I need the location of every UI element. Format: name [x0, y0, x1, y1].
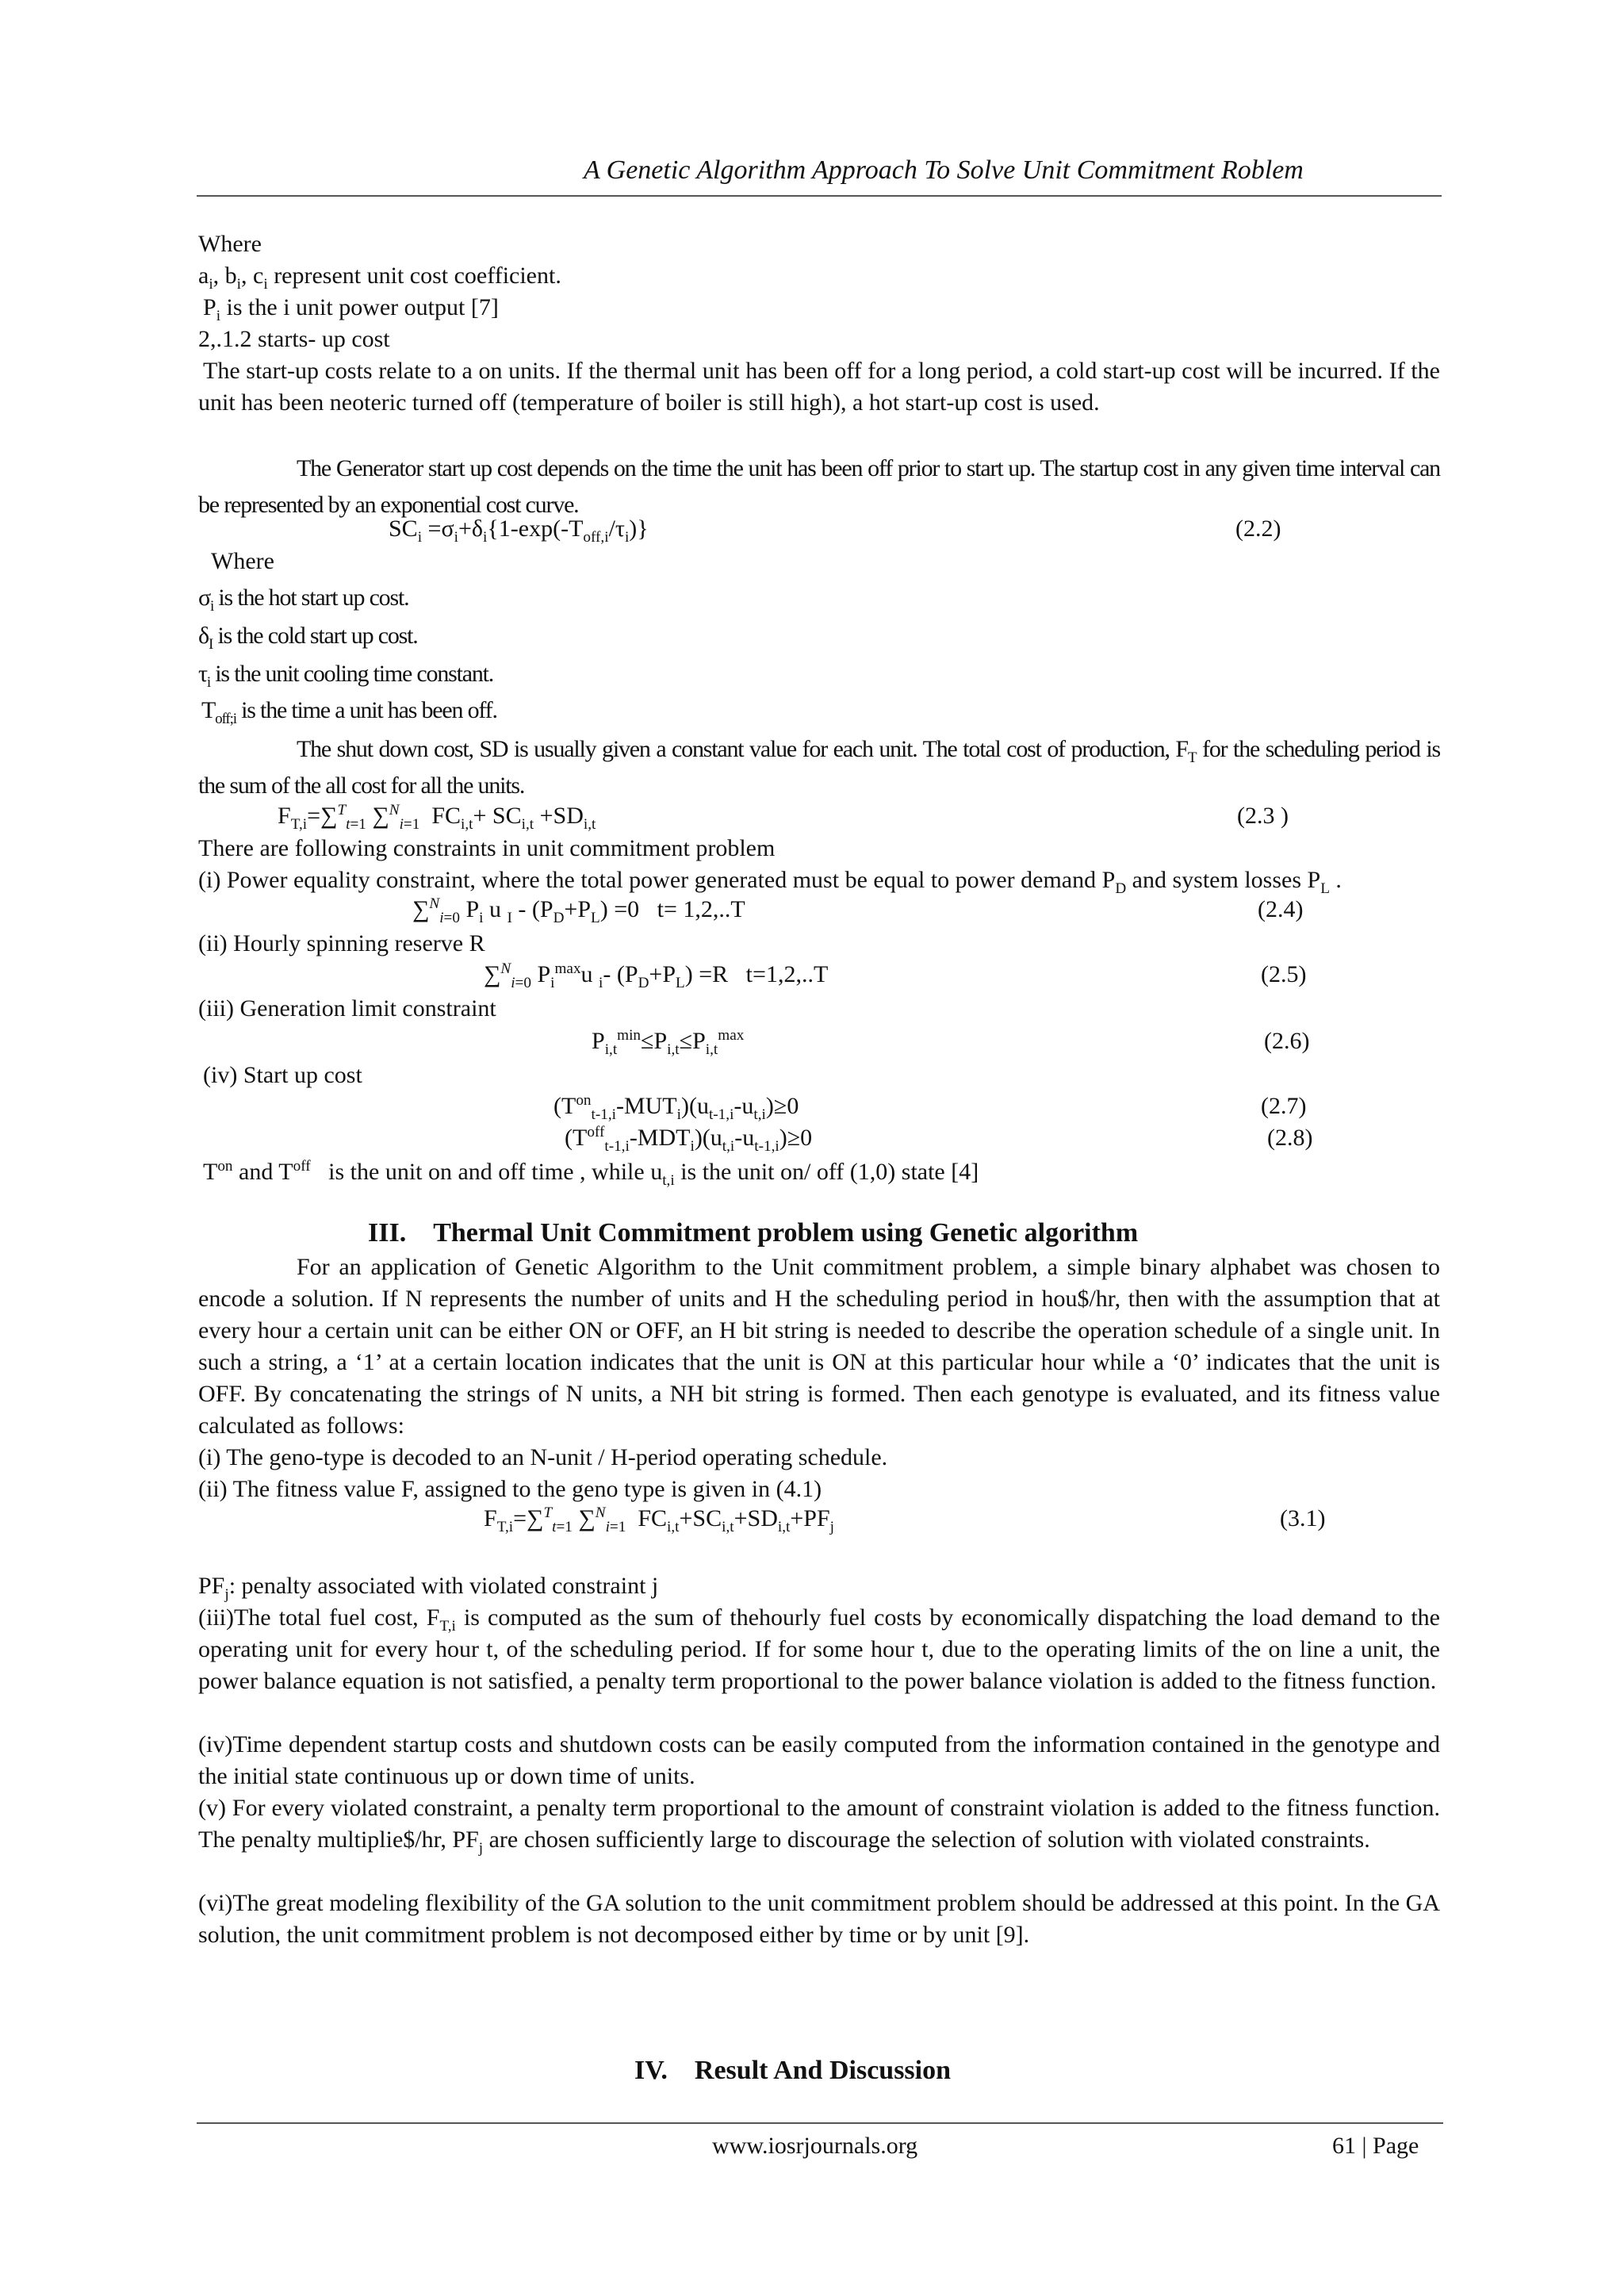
coefficient-line: $a_i$, $b_i$, $c_i$ represent unit cost coefficient.	[198, 263, 561, 293]
equation-3-1: $F_{T,i}=\sum^T_{t=1}$ ∑$^N_{i=1}$ $FC_{i,t}+SC_{i,t}+SD_{i,t}+PF_j$	[484, 1504, 834, 1535]
constraint-power-equality: (i) Power equality constraint, where the total power generated must be equal to power demand $P_D$ and system losses $P_L$ .	[198, 867, 1342, 897]
equation-2-5: ∑$^N_{i=0}$ $P_i^{max}u$ $_i$- $(P_D+P_L) =R$ t=1,2,..T	[484, 960, 829, 991]
equation-2-7-number: (2.7)	[1261, 1093, 1307, 1119]
constraint-spinning-reserve: (ii) Hourly spinning reserve R	[198, 930, 485, 956]
section-4-heading: IV. Result And Discussion	[634, 2056, 952, 2085]
def-toff: $T_{off;i}$ is the time a unit has been off.	[201, 697, 497, 727]
def-tau: $\tau_i$ is the unit cooling time constant.	[198, 661, 494, 691]
footer-rule	[197, 2122, 1443, 2124]
equation-2-4: ∑$^N_{i=0}$ $P_i$ u $_I - (P_D+P_L) =0$ t= 1,2,..T	[412, 895, 745, 926]
equation-2-2-number: (2.2)	[1235, 516, 1281, 542]
penalty-definition: $PF_j$: penalty associated with violated constraint j	[198, 1573, 659, 1603]
header-rule	[197, 195, 1442, 197]
constraint-startup-cost: (iv) Start up cost	[203, 1062, 362, 1088]
running-header: A Genetic Algorithm Approach To Solve Unit Commitment Roblem	[584, 155, 1304, 185]
equation-2-4-number: (2.4)	[1258, 896, 1304, 922]
section-3-item-ii: (ii) The fitness value F, assigned to the geno type is given in (4.1)	[198, 1476, 822, 1502]
equation-2-3-number: (2.3 )	[1237, 803, 1289, 829]
footer-page-number: 61 | Page	[1332, 2133, 1419, 2159]
equation-2-6: $P_{i,t}^{min}\le P_{i,t}\le P_{i,t}^{max}$	[592, 1027, 745, 1058]
section-3-item-iii: (iii)The total fuel cost, $F_{T,i}$ is computed as the sum of thehourly fuel costs by economically dispatching the load demand to the operating unit for every hour t, of the scheduling period. If for some hour t, due to the operating limits of the on line a unit, the power balance equation is not satisfied, a penalty term proportional to the power balance violation is added to the fitness function.	[198, 1604, 1440, 1694]
equation-2-5-number: (2.5)	[1261, 961, 1307, 987]
section-3-heading: III. Thermal Unit Commitment problem using Genetic algorithm	[368, 1218, 1139, 1248]
equation-2-8-number: (2.8)	[1267, 1125, 1313, 1151]
equation-2-6-number: (2.6)	[1264, 1028, 1310, 1054]
footer-site: www.iosrjournals.org	[712, 2133, 918, 2159]
on-off-time-line: $T^{on}$ and $T^{off}$ is the unit on and off time , while $u_{t,i}$ is the unit on/ off (1,0) state [4]	[203, 1158, 979, 1189]
constraints-intro: There are following constraints in unit commitment problem	[198, 835, 776, 861]
where-label: Where	[198, 231, 262, 257]
def-delta: $\delta_I$ is the cold start up cost.	[198, 623, 418, 653]
section-3-item-i: (i) The geno-type is decoded to an N-unit / H-period operating schedule.	[198, 1444, 888, 1470]
def-sigma: $\sigma_i$ is the hot start up cost.	[198, 585, 409, 615]
power-output-line: $P_i$ is the i unit power output [7]	[203, 294, 499, 324]
section-3-item-vi: (vi)The great modeling flexibility of the GA solution to the unit commitment problem should be addressed at this point. In the GA solution, the unit commitment problem is not decomposed either by time or by unit [9].	[198, 1890, 1440, 1948]
section-3-item-v: (v) For every violated constraint, a penalty term proportional to the amount of constraint violation is added to the fitness function. The penalty multiplie$/hr, $PF_j$ are chosen sufficiently large to discourage the selection of solution with violated constraints.	[198, 1795, 1440, 1857]
startup-subheading: 2,.1.2 starts- up cost	[198, 326, 390, 352]
generator-paragraph: The Generator start up cost depends on the time the unit has been off prior to start up. The startup cost in any given time interval can be represented by an exponential cost curve.	[198, 455, 1440, 518]
equation-2-8: $(T^{off}_{t-1,i}-MDT_i)(u_{t,i}-u_{t-1,i})\ge 0$	[565, 1124, 813, 1155]
equation-2-7: $(T^{on}_{t-1,i}-MUT_i)(u_{t-1,i}-u_{t,i})\ge 0$	[553, 1092, 799, 1123]
section-3-paragraph: For an application of Genetic Algorithm to the Unit commitment problem, a simple binary alphabet was chosen to encode a solution. If N represents the number of units and H the scheduling period in hou$/hr, then with the assumption that at every hour a certain unit can be either ON or OFF, an H bit string is needed to describe the operation schedule of a single unit. In such a string, a ‘1’ at a certain location indicates that the unit is ON at this particular hour while a ‘0’ indicates that the unit is OFF. By concatenating the strings of N units, a NH bit string is formed. Then each genotype is evaluated, and its fitness value calculated as follows:	[198, 1254, 1440, 1439]
equation-2-3: $F_{T,i}=\sum^T_{t=1}$ ∑$^N_{i=1}$ $FC_{i,t}+ SC_{i,t} +SD_{i,t}$	[278, 802, 596, 833]
where-label-2: Where	[211, 548, 274, 574]
shutdown-paragraph: The shut down cost, SD is usually given a constant value for each unit. The total cost of production, $F_T$ for the scheduling period is the sum of the all cost for all the units.	[198, 736, 1440, 799]
equation-2-2: $SC_i =\sigma_i+\delta_i\{1-\exp(-T_{off,i}/\tau_i)\}$	[389, 516, 649, 546]
section-3-item-iv: (iv)Time dependent startup costs and shutdown costs can be easily computed from the information contained in the genotype and the initial state continuous up or down time of units.	[198, 1731, 1440, 1789]
constraint-generation-limit: (iii) Generation limit constraint	[198, 995, 496, 1022]
startup-paragraph: The start-up costs relate to a on units. If the thermal unit has been off for a long period, a cold start-up cost will be incurred. If the unit has been neoteric turned off (temperature of boiler is still high), a hot start-up cost is used.	[198, 358, 1440, 416]
equation-3-1-number: (3.1)	[1280, 1505, 1326, 1531]
